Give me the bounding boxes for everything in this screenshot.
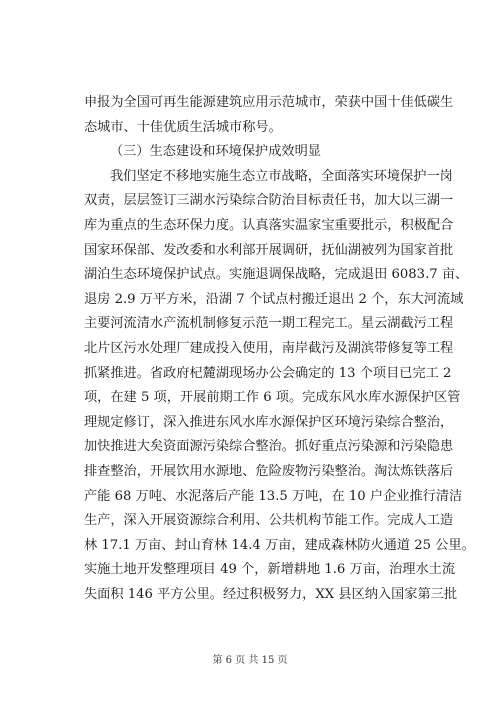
text-line: 湖泊生态环境保护试点。实施退调保战略，完成退田 6083.7 亩、 [84,267,469,283]
text-line: 实施土地开发整理项目 49 个，新增耕地 1.6 万亩，治理水土流 [84,562,456,578]
body-text [84,91,475,607]
text-line: 双责，层层签订三湖水污染综合防治目标责任书，加大以三湖一 [84,193,454,209]
text-line: 抓紧推进。省政府杞麓湖现场办公会确定的 13 个项目已完工 2 [84,365,452,381]
text-line: 林 17.1 万亩、封山育林 14.4 万亩，建成森林防火通道 25 公里。 [84,537,475,553]
text-line: 我们坚定不移地实施生态立市战略，全面落实环境保护一岗 [110,168,453,184]
text-line: 排查整治，开展饮用水源地、危险废物污染整治。淘汰炼铁落后 [84,463,454,479]
text-line: 库为重点的生态环保力度。认真落实温家宝重要批示，积极配合 [84,217,454,233]
text-line: 申报为全国可再生能源建筑应用示范城市，荣获中国十佳低碳生 [84,95,454,110]
text-line: 生产，深入开展资源综合利用、公共机构节能工作。完成人工造 [84,513,454,529]
text-line: 北片区污水处理厂建成投入使用，南岸截污及湖滨带修复等工程 [84,340,454,356]
text-line: 加快推进大矣资面源污染综合整治。抓好重点污染源和污染隐患 [84,439,454,455]
text-line: 理规定修订，深入推进东风水库水源保护区环境污染综合整治， [84,414,454,430]
text-line: 国家环保部、发改委和水利部开展调研，抚仙湖被列为国家首批 [84,242,454,258]
page-footer: 第 6 页 共 15 页 [212,655,288,666]
text-line: 项，在建 5 项，开展前期工作 6 项。完成东风水库水源保护区管 [84,390,461,406]
text-line: 退房 2.9 万平方米，沿湖 7 个试点村搬迁退出 2 个，东大河流域 [84,291,464,307]
text-line: 主要河流清水产流机制修复示范一期工程完工。星云湖截污工程 [84,316,454,332]
text-line: 态城市、十佳优质生活城市称号。 [84,119,282,135]
section-heading: （三）生态建设和环境保护成效明显 [110,144,321,160]
text-line: 产能 68 万吨、水泥落后产能 13.5 万吨，在 10 户企业推行清洁 [84,488,463,504]
text-line: 失面积 146 平方公里。经过积极努力，XX 县区纳入国家第三批 [84,586,458,602]
